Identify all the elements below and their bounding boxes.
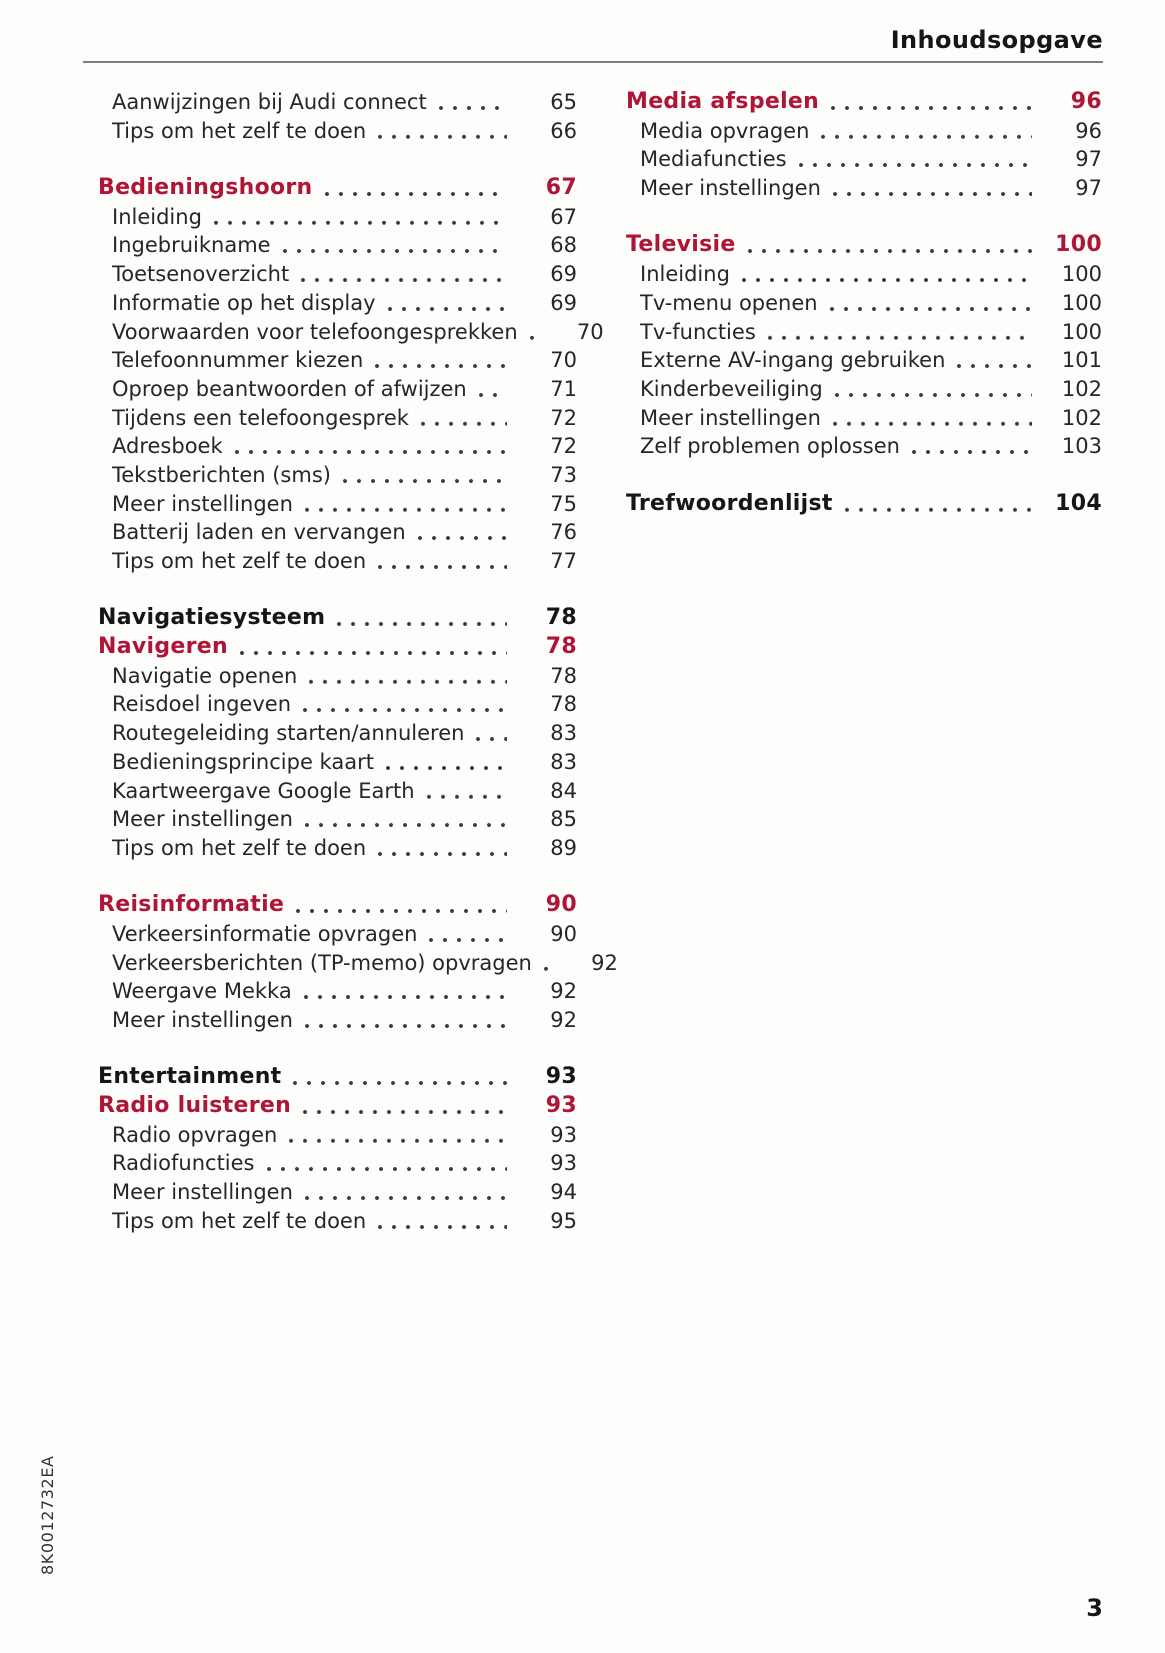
toc-entry-page-number: 100	[1061, 290, 1102, 315]
toc-entry-label: Adresboek	[112, 434, 223, 459]
toc-entry	[90, 1006, 577, 1035]
toc-entry	[618, 346, 1102, 375]
toc-entry-page-number: 92	[550, 979, 577, 1004]
toc-entry-label: Bedieningsprincipe kaart	[112, 749, 374, 774]
toc-entry	[90, 375, 577, 404]
toc-columns	[90, 88, 1102, 1236]
dot-leader	[373, 1207, 507, 1236]
toc-entry-page-number: 96	[1070, 89, 1102, 114]
toc-entry-page-number: 92	[550, 1008, 577, 1032]
toc-entry-page-number: 72	[550, 434, 577, 459]
toc-entry-label: Ingebruikname	[112, 233, 271, 258]
toc-entry	[618, 145, 1102, 174]
toc-entry-page-number: 89	[550, 835, 577, 860]
toc-section	[90, 1063, 577, 1235]
toc-section	[618, 88, 1102, 203]
toc-entry-page-number: 78	[545, 605, 577, 631]
toc-entry-label: Reisinformatie	[98, 892, 285, 918]
dot-leader	[763, 318, 1032, 347]
toc-entry-label: Navigatie openen	[112, 663, 298, 688]
dot-leader	[525, 318, 534, 347]
dot-leader	[298, 690, 507, 719]
dot-leader	[332, 604, 507, 633]
dot-leader	[539, 949, 548, 978]
toc-entry-label: Entertainment	[98, 1064, 282, 1090]
dot-leader	[413, 518, 507, 547]
toc-entry-page-number: 67	[550, 204, 577, 229]
toc-entry	[90, 1178, 577, 1207]
toc-entry-page-number: 104	[1055, 490, 1102, 516]
toc-entry-label: Kaartweergave Google Earth	[112, 778, 415, 803]
toc-entry-label: Aanwijzingen bij Audi connect	[112, 90, 427, 114]
dot-leader	[794, 145, 1032, 174]
toc-entry	[90, 404, 577, 433]
toc-entry	[618, 375, 1102, 404]
toc-entry-label: Reisdoel ingeven	[112, 692, 292, 717]
toc-entry-label: Tv-functies	[640, 319, 756, 344]
dot-leader	[300, 805, 507, 834]
toc-entry-label: Kinderbeveiliging	[640, 376, 823, 401]
dot-leader	[278, 231, 507, 260]
dot-leader	[416, 404, 507, 433]
toc-entry-page-number: 96	[1075, 118, 1102, 143]
toc-entry-label: Navigatiesysteem	[98, 605, 326, 631]
toc-entry-label: Telefoonnummer kiezen	[112, 348, 364, 373]
dot-leader	[383, 289, 507, 318]
toc-entry-page-number: 90	[550, 921, 577, 946]
dot-leader	[298, 1092, 507, 1121]
dot-leader	[907, 432, 1032, 461]
toc-entry-page-number: 69	[550, 262, 577, 287]
toc-entry-page-number: 95	[550, 1208, 577, 1233]
toc-entry-page-number: 102	[1061, 376, 1102, 401]
toc-entry	[90, 174, 577, 203]
toc-entry-label: Meer instellingen	[112, 1008, 293, 1032]
toc-entry	[90, 662, 577, 691]
toc-section	[90, 891, 618, 1034]
dot-leader	[422, 777, 507, 806]
toc-column-right	[618, 88, 1102, 518]
toc-section	[90, 174, 604, 576]
toc-entry	[618, 231, 1102, 260]
toc-entry-page-number: 101	[1061, 348, 1102, 373]
dot-leader	[826, 88, 1032, 117]
toc-entry-label: Bedieningshoorn	[98, 175, 313, 201]
toc-entry-page-number: 72	[550, 405, 577, 430]
toc-entry	[90, 891, 577, 920]
toc-entry	[90, 547, 577, 576]
toc-entry-label: Radio luisteren	[98, 1093, 292, 1119]
dot-leader	[828, 174, 1032, 203]
toc-entry-page-number: 97	[1075, 147, 1102, 172]
toc-entry	[90, 1121, 577, 1150]
toc-entry	[618, 490, 1102, 519]
dot-leader	[373, 117, 507, 146]
toc-entry	[90, 1207, 577, 1236]
dot-leader	[291, 891, 507, 920]
toc-entry-page-number: 76	[550, 520, 577, 545]
dot-leader	[235, 633, 507, 662]
dot-leader	[230, 432, 507, 461]
toc-entry	[618, 260, 1102, 289]
toc-entry-page-number: 78	[550, 692, 577, 717]
toc-entry-label: Weergave Mekka	[112, 979, 292, 1004]
toc-entry-label: Voorwaarden voor telefoongesprekken	[112, 319, 518, 344]
toc-entry-page-number: 103	[1061, 434, 1102, 459]
toc-entry-page-number: 93	[545, 1093, 577, 1119]
toc-entry-label: Meer instellingen	[112, 1180, 293, 1205]
toc-entry-page-number: 84	[550, 778, 577, 803]
toc-entry	[90, 260, 577, 289]
toc-entry-label: Verkeersberichten (TP-memo) opvragen	[112, 950, 532, 975]
toc-entry-label: Tips om het zelf te doen	[112, 118, 367, 143]
toc-entry-page-number: 70	[576, 319, 604, 344]
dot-leader	[424, 920, 507, 949]
toc-entry-page-number: 78	[545, 634, 577, 660]
toc-entry	[90, 490, 577, 519]
toc-entry-label: Toetsenoverzicht	[112, 262, 290, 287]
dot-leader	[373, 547, 507, 576]
toc-entry-label: Tekstberichten (sms)	[112, 462, 331, 487]
toc-entry-page-number: 100	[1061, 262, 1102, 287]
toc-entry	[90, 604, 577, 633]
toc-entry	[90, 461, 577, 490]
toc-entry	[618, 318, 1102, 347]
toc-entry-label: Tv-menu openen	[640, 290, 818, 315]
toc-entry	[90, 318, 604, 347]
dot-leader	[300, 1178, 507, 1207]
toc-entry	[90, 1092, 577, 1121]
toc-entry-label: Inleiding	[640, 262, 730, 287]
toc-entry	[90, 203, 577, 232]
toc-entry	[90, 633, 577, 662]
toc-entry-label: Inleiding	[112, 204, 202, 229]
toc-entry-label: Meer instellingen	[640, 176, 821, 201]
toc-entry	[90, 690, 577, 719]
toc-entry	[90, 719, 577, 748]
toc-entry-label: Tips om het zelf te doen	[112, 1208, 367, 1233]
toc-entry	[90, 432, 577, 461]
dot-leader	[284, 1121, 507, 1150]
toc-entry-page-number: 73	[550, 462, 577, 487]
toc-entry	[90, 1149, 577, 1178]
toc-entry	[618, 174, 1102, 203]
dot-leader	[288, 1063, 507, 1092]
toc-entry-page-number: 65	[550, 90, 577, 114]
toc-entry-page-number: 97	[1075, 176, 1102, 201]
dot-leader	[952, 346, 1032, 375]
header-rule	[83, 61, 1103, 63]
dot-leader	[840, 490, 1032, 519]
dot-leader	[825, 289, 1032, 318]
toc-entry	[90, 834, 577, 863]
dot-leader	[338, 461, 507, 490]
dot-leader	[209, 203, 507, 232]
dot-leader	[474, 375, 507, 404]
toc-entry	[618, 289, 1102, 318]
toc-entry-label: Routegeleiding starten/annuleren	[112, 721, 465, 746]
toc-entry-page-number: 85	[550, 807, 577, 832]
toc-entry-label: Externe AV-ingang gebruiken	[640, 348, 946, 373]
toc-entry	[90, 1063, 577, 1092]
toc-section	[90, 604, 577, 862]
toc-entry-page-number: 83	[550, 721, 577, 746]
toc-entry-page-number: 90	[545, 892, 577, 918]
toc-entry-label: Trefwoordenlijst	[626, 490, 833, 516]
toc-entry-label: Media opvragen	[640, 118, 810, 143]
document-code-text: 8K0012732EA	[38, 1455, 57, 1575]
toc-entry-page-number: 71	[550, 376, 577, 401]
dot-leader	[320, 174, 507, 203]
page-number: 3	[1086, 1594, 1103, 1622]
toc-entry-label: Oproep beantwoorden of afwijzen	[112, 376, 467, 401]
toc-entry-page-number: 68	[550, 233, 577, 258]
toc-entry-page-number: 100	[1055, 232, 1102, 258]
toc-entry-label: Navigeren	[98, 634, 228, 660]
dot-leader	[737, 260, 1032, 289]
dot-leader	[471, 719, 507, 748]
dot-leader	[816, 117, 1032, 146]
toc-section	[90, 88, 577, 145]
toc-entry-label: Meer instellingen	[112, 807, 293, 832]
toc-entry	[618, 432, 1102, 461]
toc-entry	[90, 231, 577, 260]
toc-entry-label: Televisie	[626, 232, 736, 258]
toc-entry	[90, 117, 577, 146]
toc-entry-label: Tips om het zelf te doen	[112, 835, 367, 860]
dot-leader	[743, 231, 1032, 260]
toc-entry-label: Verkeersinformatie opvragen	[112, 921, 418, 946]
toc-entry-label: Tips om het zelf te doen	[112, 549, 367, 573]
dot-leader	[300, 490, 507, 519]
dot-leader	[370, 346, 507, 375]
toc-entry-page-number: 83	[550, 749, 577, 774]
toc-entry	[90, 977, 577, 1006]
toc-section	[618, 490, 1102, 519]
toc-entry	[90, 949, 618, 978]
toc-entry-label: Radiofuncties	[112, 1151, 255, 1176]
toc-entry	[618, 88, 1102, 117]
toc-entry-page-number: 77	[550, 549, 577, 573]
toc-entry-page-number: 100	[1061, 319, 1102, 344]
toc-entry	[90, 289, 577, 318]
toc-entry-label: Mediafuncties	[640, 147, 787, 172]
toc-entry	[90, 346, 577, 375]
toc-entry-page-number: 93	[545, 1064, 577, 1090]
toc-entry-page-number: 94	[550, 1180, 577, 1205]
toc-entry-label: Radio opvragen	[112, 1122, 278, 1147]
toc-entry-page-number: 93	[550, 1122, 577, 1147]
toc-entry-label: Zelf problemen oplossen	[640, 434, 900, 459]
dot-leader	[830, 375, 1032, 404]
toc-entry-label: Tijdens een telefoongesprek	[112, 405, 409, 430]
toc-entry	[618, 404, 1102, 433]
toc-entry	[90, 777, 577, 806]
toc-section	[618, 231, 1102, 461]
toc-entry-page-number: 69	[550, 290, 577, 315]
toc-entry	[90, 518, 577, 547]
toc-entry-label: Batterij laden en vervangen	[112, 520, 406, 545]
toc-entry-label: Media afspelen	[626, 89, 820, 114]
page-title: Inhoudsopgave	[890, 26, 1103, 54]
toc-entry-page-number: 70	[550, 348, 577, 373]
dot-leader	[828, 404, 1032, 433]
dot-leader	[296, 260, 507, 289]
toc-entry-page-number: 67	[545, 175, 577, 201]
toc-entry	[90, 88, 577, 117]
toc-entry-label: Meer instellingen	[640, 405, 821, 430]
toc-entry	[90, 748, 577, 777]
toc-entry-label: Informatie op het display	[112, 290, 376, 315]
toc-column-left	[90, 88, 618, 1236]
dot-leader	[434, 88, 507, 117]
toc-entry	[90, 805, 577, 834]
dot-leader	[373, 834, 507, 863]
toc-entry-page-number: 75	[550, 491, 577, 516]
toc-entry-page-number: 66	[550, 118, 577, 143]
toc-entry-page-number: 102	[1061, 405, 1102, 430]
toc-entry-page-number: 92	[591, 950, 618, 975]
toc-entry-label: Meer instellingen	[112, 491, 293, 516]
toc-entry-page-number: 93	[550, 1151, 577, 1176]
dot-leader	[381, 748, 507, 777]
toc-entry-page-number: 78	[550, 663, 577, 688]
dot-leader	[262, 1149, 508, 1178]
dot-leader	[299, 977, 507, 1006]
toc-entry	[90, 920, 577, 949]
dot-leader	[300, 1006, 507, 1035]
toc-entry	[618, 117, 1102, 146]
dot-leader	[304, 662, 507, 691]
